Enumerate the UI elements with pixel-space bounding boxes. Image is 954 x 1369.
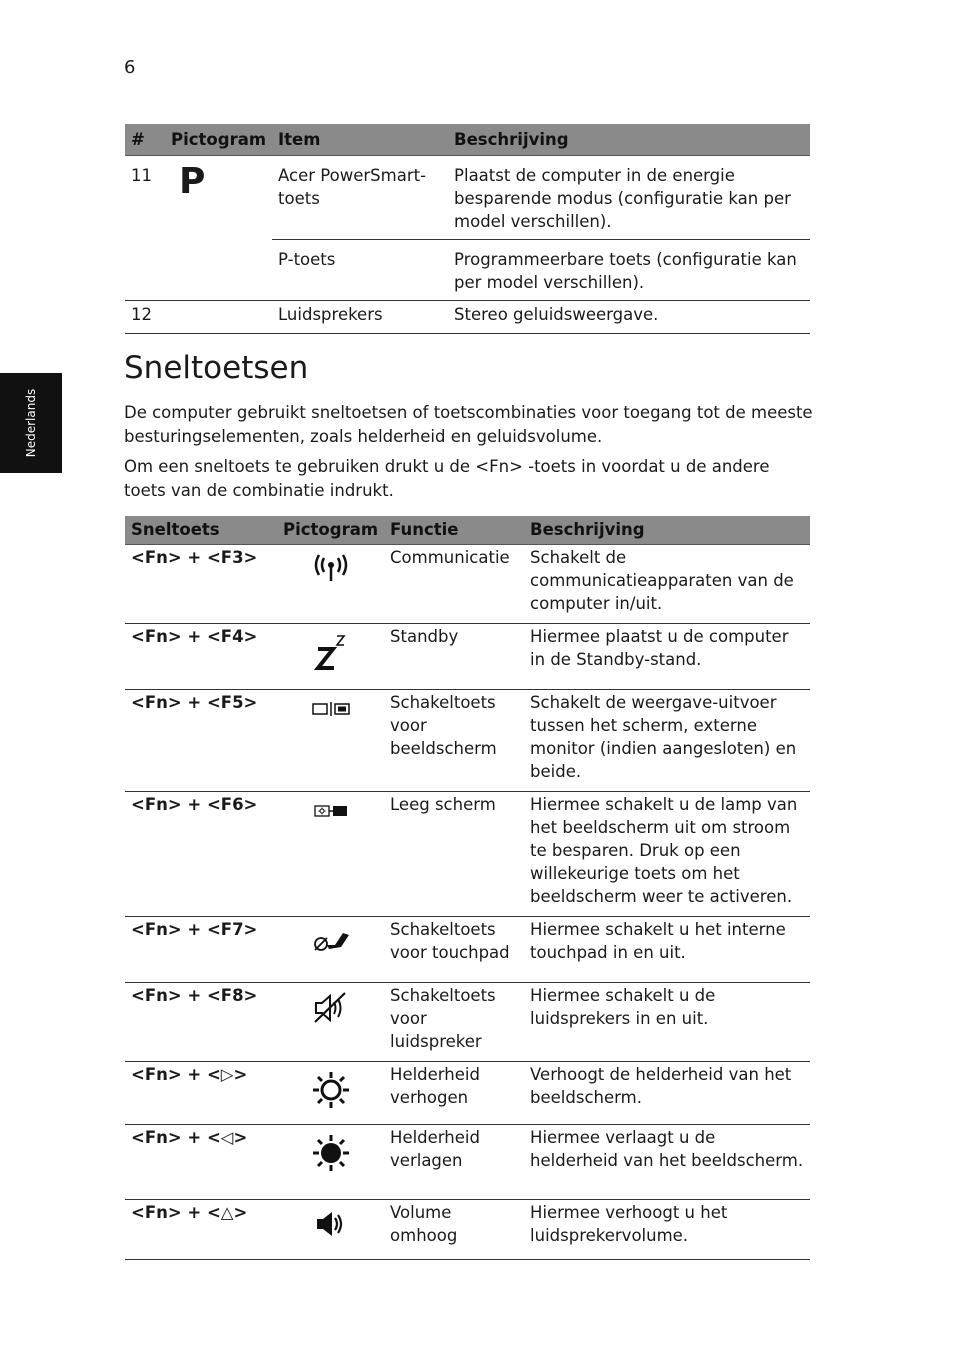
table-cell-icon [277, 917, 384, 983]
side-tab-label: Nederlands [24, 388, 38, 458]
table-cell-description: Plaatst de computer in de energie besparende modus (configuratie kan per model verschillen). [448, 156, 810, 240]
screen-blank-icon [311, 800, 351, 824]
keys-table [125, 124, 810, 334]
hotkey-label: <Fn> + <◁> [125, 1125, 277, 1200]
brightness-down-icon [311, 1133, 351, 1173]
language-side-tab [0, 373, 62, 473]
table-cell-description: Hiermee schakelt u de lamp van het beeldscherm uit om stroom te besparen. Druk op een willekeurige toets om het beeldscherm weer te activeren. [524, 792, 810, 917]
hotkey-label: <Fn> + <F7> [125, 917, 277, 983]
table-cell-icon [277, 624, 384, 690]
function-label: Leeg scherm [384, 792, 524, 917]
table-cell-description: Stereo geluidsweergave. [448, 301, 810, 334]
table-cell-description: Hiermee verhoogt u het luidsprekervolume. [524, 1200, 810, 1260]
row-number: 11 [125, 156, 165, 301]
table-cell-description: Verhoogt de helderheid van het beeldscherm. [524, 1062, 810, 1125]
table-cell-icon [277, 545, 384, 624]
table-cell-description: Programmeerbare toets (configuratie kan per model verschillen). [448, 240, 810, 301]
table-cell-icon [277, 1200, 384, 1260]
table-cell-icon [277, 1125, 384, 1200]
hotkey-label: <Fn> + <△> [125, 1200, 277, 1260]
sleep-icon [311, 632, 351, 672]
section-heading: Sneltoetsen [124, 350, 309, 386]
table-cell-icon [277, 1062, 384, 1125]
wireless-icon [311, 553, 351, 583]
function-label: Schakeltoets voor touchpad [384, 917, 524, 983]
table-cell-item: P-toets [272, 240, 448, 301]
col-header-description: Beschrijving [524, 516, 810, 545]
table-cell-item: Luidsprekers [272, 301, 448, 334]
hotkey-label: <Fn> + <▷> [125, 1062, 277, 1125]
row-number: 12 [125, 301, 165, 334]
hotkey-label: <Fn> + <F4> [125, 624, 277, 690]
function-label: Helderheid verlagen [384, 1125, 524, 1200]
table-cell-description: Hiermee plaatst u de computer in de Standby-stand. [524, 624, 810, 690]
col-header-hotkey: Sneltoets [125, 516, 277, 545]
col-header-icon: Pictogram [277, 516, 384, 545]
hotkey-label: <Fn> + <F3> [125, 545, 277, 624]
touchpad-toggle-icon [311, 925, 351, 955]
table-cell-icon [277, 983, 384, 1062]
col-header-description: Beschrijving [448, 124, 810, 156]
volume-up-icon [311, 1208, 351, 1240]
table-cell-icon [277, 690, 384, 792]
col-header-number: # [125, 124, 165, 156]
intro-paragraph: De computer gebruikt sneltoetsen of toetscombinaties voor toegang tot de meeste besturingselementen, zoals helderheid en geluidsvolume. [124, 403, 813, 446]
function-label: Helderheid verhogen [384, 1062, 524, 1125]
col-header-function: Functie [384, 516, 524, 545]
brightness-up-icon [311, 1070, 351, 1110]
function-label: Volume omhoog [384, 1200, 524, 1260]
table-cell-description: Schakelt de weergave-uitvoer tussen het scherm, externe monitor (indien aangesloten) en beide. [524, 690, 810, 792]
function-label: Communicatie [384, 545, 524, 624]
hotkey-label: <Fn> + <F8> [125, 983, 277, 1062]
hotkey-label: <Fn> + <F5> [125, 690, 277, 792]
usage-paragraph: Om een sneltoets te gebruiken drukt u de <Fn> -toets in voordat u de andere toets van de combinatie indrukt. [124, 457, 770, 500]
col-header-icon: Pictogram [165, 124, 272, 156]
table-cell-description: Schakelt de communicatieapparaten van de computer in/uit. [524, 545, 810, 624]
col-header-item: Item [272, 124, 448, 156]
table-cell-icon [277, 792, 384, 917]
function-label: Schakeltoets voor beeldscherm [384, 690, 524, 792]
speaker-mute-icon [311, 991, 351, 1025]
table-cell-item: Acer PowerSmart-toets [272, 156, 448, 240]
p-key-icon: P [165, 156, 272, 301]
hotkey-label: <Fn> + <F6> [125, 792, 277, 917]
hotkeys-table [125, 516, 810, 1260]
display-toggle-icon [311, 698, 351, 722]
table-cell-description: Hiermee verlaagt u de helderheid van het beeldscherm. [524, 1125, 810, 1200]
function-label: Standby [384, 624, 524, 690]
function-label: Schakeltoets voor luidspreker [384, 983, 524, 1062]
table-cell-description: Hiermee schakelt u de luidsprekers in en uit. [524, 983, 810, 1062]
table-cell-icon [165, 301, 272, 334]
page-number: 6 [124, 57, 136, 78]
table-cell-description: Hiermee schakelt u het interne touchpad in en uit. [524, 917, 810, 983]
